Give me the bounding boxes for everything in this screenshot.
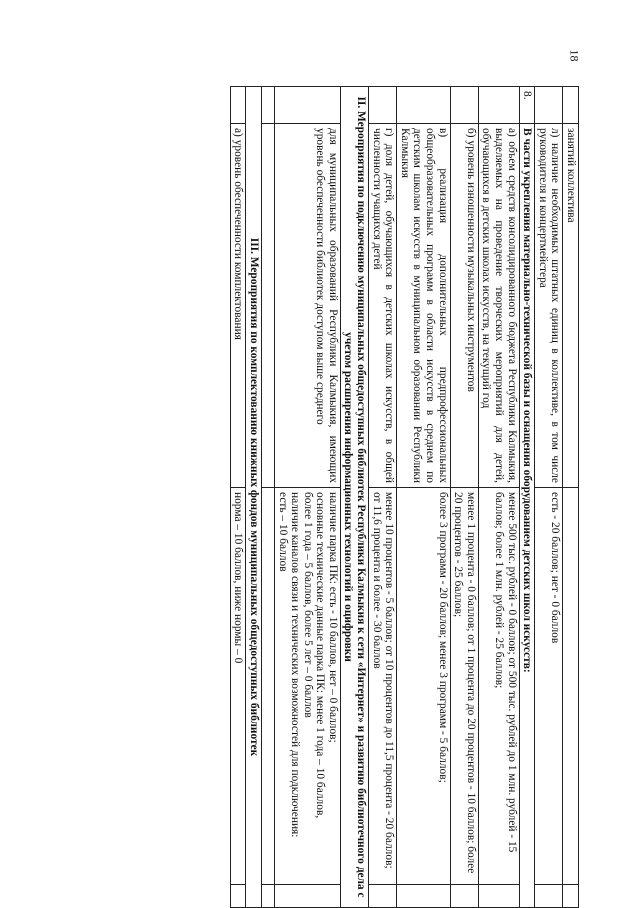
score-line: наличие парка ПК: есть - 10 баллов, нет – 0 баллов; [326, 492, 339, 743]
score-cell: есть - 20 баллов; нет - 0 баллов [535, 488, 563, 885]
score-cell [274, 488, 340, 885]
score-cell: норма – 10 баллов, ниже нормы – 0 [230, 488, 246, 885]
criterion-cell: г) доля детей, обучающихся в детских школах искусств, в общей численности учащихся детей [369, 124, 397, 488]
table-row [535, 87, 563, 908]
score-line: есть – 10 баллов [276, 492, 289, 572]
criterion-cell: а) объем средств консолидированного бюджета Республики Калмыкия, выделяемых на проведение творческих мероприятий для детей, обучающихся в детских школах искусств, на текущий год [478, 124, 519, 488]
table-row [246, 87, 262, 908]
row-number-cell [563, 87, 579, 124]
score-line: основные технические данные парка ПК: менее 1 года – 10 баллов, [314, 492, 327, 819]
section-heading: В части укрепления материально-технической базы и оснащения оборудованием детских школ искусств: [519, 124, 535, 908]
criterion-cell: занятий коллектива [563, 124, 579, 488]
table-row [397, 87, 450, 908]
table-row [230, 87, 246, 908]
criteria-table [230, 86, 579, 908]
score-cell: более 3 программ - 20 баллов; менее 3 программ - 5 баллов; [397, 488, 450, 885]
table-row [340, 87, 368, 908]
score-line: более 1 года – 5 баллов, более 5 лет – 0 баллов [301, 492, 314, 718]
table-row [563, 87, 579, 908]
criterion-cell: для муниципальных образований Республики Калмыкия, имеющих уровень обеспеченности библиотек доступом выше среднего [274, 124, 340, 488]
criterion-cell: л) наличие необходимых штатных единиц в коллективе, в том числе руководителя и концертмейстера [535, 124, 563, 488]
criterion-cell: а) уровень обеспеченности комплектования [230, 124, 246, 488]
table-row [450, 87, 478, 908]
page-number: 18 [567, 49, 582, 62]
row-number-cell: 8. [519, 87, 535, 124]
table-row [274, 87, 340, 908]
rotated-table-wrapper [33, 86, 579, 898]
score-line: наличие каналов связи и технических возможностей для подключения: [289, 492, 302, 838]
table-row [369, 87, 397, 908]
criterion-cell: в) реализация дополнительных предпрофессиональных общеобразовательных программ в области искусств в среднем по детским школам искусств в муниципальном образовании Республики Калмыкия [397, 124, 450, 488]
table-row [261, 87, 274, 908]
section-heading: III. Мероприятия по комплектованию книжных фондов муниципальных общедоступных библиотек [246, 87, 262, 908]
table-row [519, 87, 535, 908]
extra-cell [563, 885, 579, 908]
table-row [478, 87, 519, 908]
score-cell: менее 500 тыс. рублей - 0 баллов; от 500 тыс. рублей до 1 млн. рублей - 15 баллов; более 1 млн. рублей - 25 баллов; [478, 488, 519, 885]
section-heading: II. Мероприятия по подключению муниципальных общедоступных библиотек Республики Калмыкия к сети «Интернет» и развитию библиотечного дела с учетом расширения информационных технологий и оцифровки [340, 87, 368, 908]
score-cell [563, 488, 579, 885]
score-cell: менее 1 процента - 0 баллов; от 1 процента до 20 процентов - 10 баллов; более 20 процентов - 25 баллов; [450, 488, 478, 885]
score-cell: менее 10 процентов - 5 баллов; от 10 процентов до 11,5 процента - 20 баллов; от 11,6 процента и более - 30 баллов [369, 488, 397, 885]
criterion-cell: б) уровень изношенности музыкальных инструментов [450, 124, 478, 488]
